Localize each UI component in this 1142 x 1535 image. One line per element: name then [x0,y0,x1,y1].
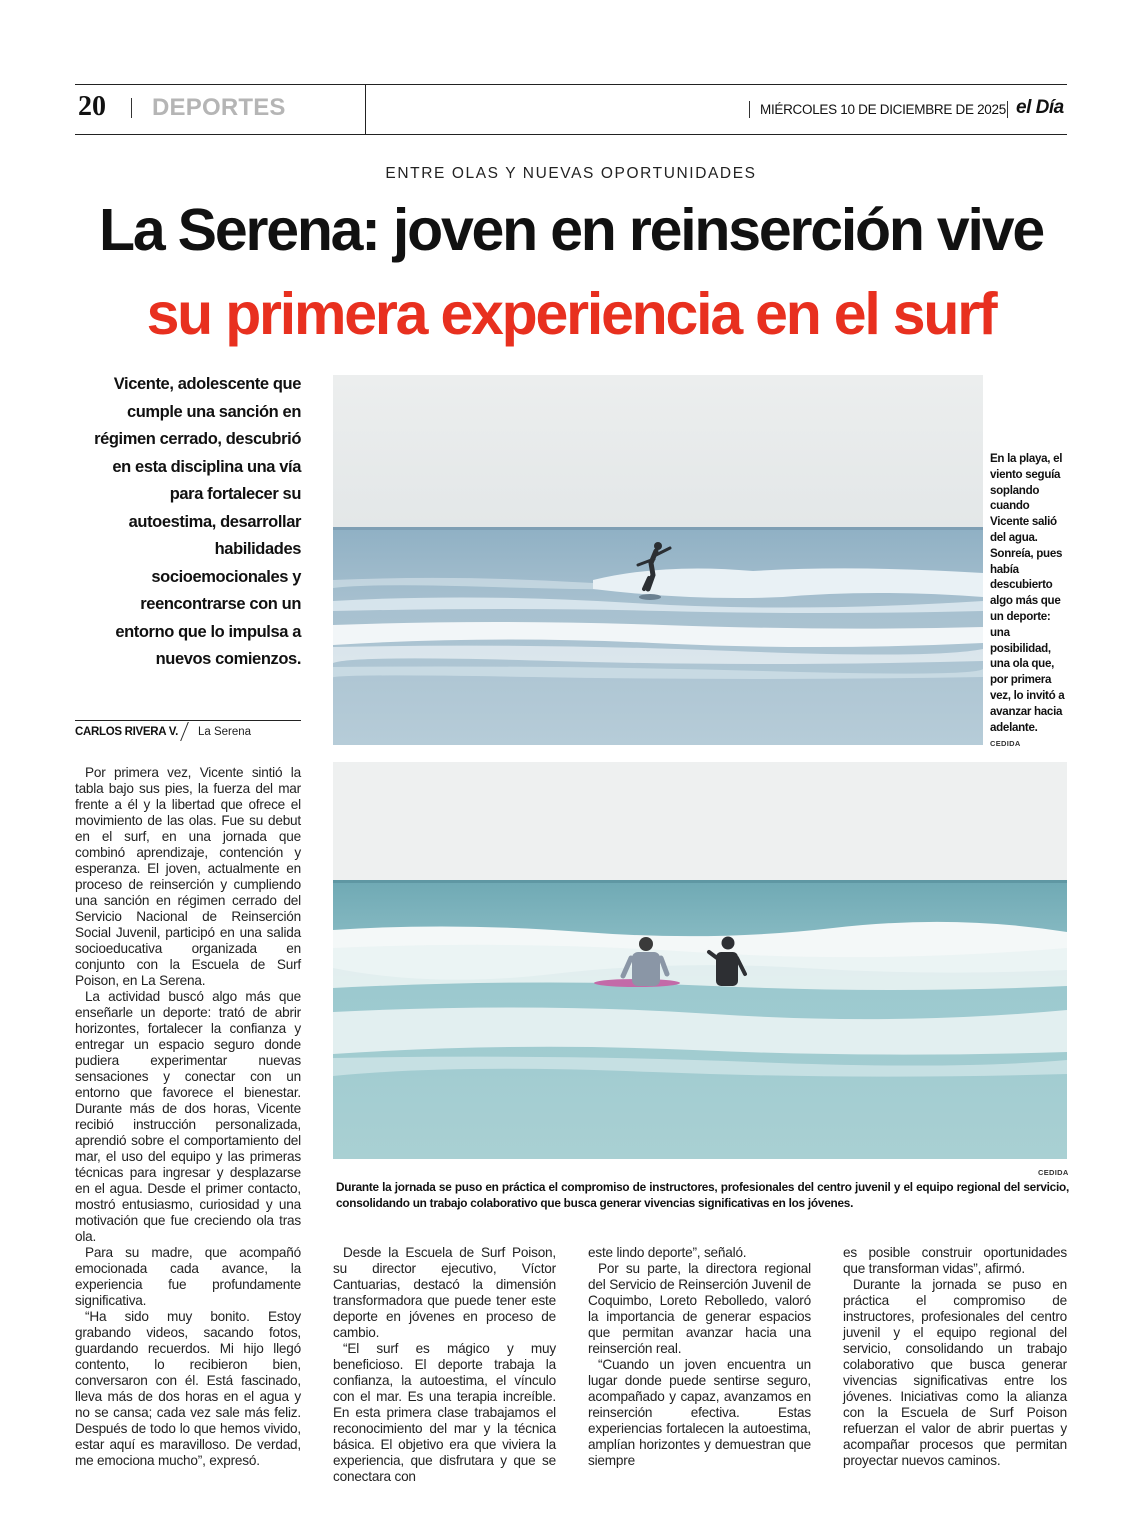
byline-slash [180,722,189,741]
photo-1-credit: CEDIDA [990,739,1021,748]
paragraph: Por su parte, la directora regional del Servicio de Reinserción Juvenil de Coquimbo, Loreto Rebolledo, valoró la importancia de generar espacios que permitan avanzar hacia una reinserción real. [588,1261,811,1356]
issue-date: MIÉRCOLES 10 DE DICIEMBRE DE 2025 [760,102,1006,117]
paragraph: “Ha sido muy bonito. Estoy grabando videos, sacando fotos, guardando recuerdos. Mi hijo llegó contento, lo recibieron bien, conversaron con él. Está fascinado, lleva más de dos horas en el agua y no se cansa; cada vez sale más feliz. Después de todo lo que hemos vivido, estar aquí es maravilloso. De verdad, me emociona mucho”, expresó. [75,1309,301,1468]
header-divider [131,98,132,118]
byline-rule [75,720,301,721]
surf-photo-2 [333,762,1067,1159]
surf-photo-1 [333,375,983,745]
paragraph-continuation: es posible construir oportunidades que transforman vidas”, afirmó. [843,1245,1067,1276]
header-top-rule [75,84,1067,85]
body-column-2 [333,1245,556,1485]
header-separator [365,84,366,134]
paragraph-continuation: este lindo deporte”, señaló. [588,1245,747,1260]
byline-author: CARLOS RIVERA V. [75,726,178,738]
byline-location: La Serena [198,726,252,738]
header-bottom-rule [75,134,1067,135]
paragraph: Desde la Escuela de Surf Poison, su director ejecutivo, Víctor Cantuarias, destacó la dimensión transformadora que puede tener este deporte en jóvenes en proceso de cambio. [333,1245,556,1340]
header-divider [1007,101,1008,118]
header-divider [749,101,750,118]
body-column-4 [843,1245,1067,1469]
body-column-3 [588,1245,811,1469]
paragraph: “El surf es mágico y muy beneficioso. El deporte trabaja la confianza, la autoestima, el vínculo con el mar. Es una terapia increíble. En esta primera clase trabajamos el reconocimiento del mar y la técnica básica. El objetivo era que viviera la experiencia, que disfrutara y que se conectara con [333,1341,556,1484]
paragraph: Para su madre, que acompañó emocionada cada avance, la experiencia fue profundamente significativa. [75,1245,301,1308]
photo-2-credit: CEDIDA [1038,1168,1069,1177]
headline-line-2: su primera experiencia en el surf [146,281,996,347]
paragraph: Por primera vez, Vicente sintió la tabla bajo sus pies, la fuerza del mar frente a él y la libertad que ofrece el movimiento de las olas. Fue su debut en el surf, en una jornada que combinó aprendizaje, contención y esperanza. El joven, actualmente en proceso de reinserción y cumpliendo una sanción en régimen cerrado del Servicio Nacional de Reinserción Social Juvenil, participó en una salida socioeducativa organizada en conjunto con la Escuela de Surf Poison, en La Serena. [75,765,301,988]
paragraph: “Cuando un joven encuentra un lugar donde puede sentirse seguro, acompañado y capaz, avanzamos en reinserción efectiva. Estas experiencias fortalecen la autoestima, amplían horizontes y demuestran que siempre [588,1357,811,1468]
body-column-1 [75,765,301,1469]
headline-line-1: La Serena: joven en reinserción vive [99,197,1043,263]
paragraph: Durante la jornada se puso en práctica el compromiso de instructores, profesionales del centro juvenil y el equipo regional del servicio, consolidando un trabajo colaborativo que busca generar vivencias significativas entre los jóvenes. Iniciativas como la alianza con la Escuela de Surf Poison refuerzan el valor de abrir puertas y acompañar procesos que permitan proyectar nuevos caminos. [843,1277,1067,1468]
paragraph: La actividad buscó algo más que enseñarle un deporte: trató de abrir horizontes, fortalecer la confianza y entregar un espacio seguro donde pudiera experimentar nuevas sensaciones y conectar con un entorno que favorece el bienestar. Durante más de dos horas, Vicente recibió instrucción personalizada, aprendió sobre el comportamiento del mar, el uso del equipo y las primeras técnicas para ingresar y desplazarse en el agua. Desde el primer contacto, mostró entusiasmo, curiosidad y una motivación que fue creciendo ola tras ola. [75,989,301,1244]
photo-1-caption: En la playa, el viento seguía soplando cuando Vicente salió del agua. Sonreía, pues había descubierto algo más que un deporte: una posibilidad, una ola que, por primera vez, lo invitó a avanzar hacia adelante. [990,452,1065,734]
newspaper-logo: el Día [1016,97,1064,118]
section-label: DEPORTES [152,94,286,121]
lead-paragraph: Vicente, adolescente que cumple una sanción en régimen cerrado, descubrió en esta disciplina una vía para fortalecer su autoestima, desarrollar habilidades socioemocionales y reencontrarse con un entorno que lo impulsa a nuevos comienzos. [94,375,301,668]
kicker: ENTRE OLAS Y NUEVAS OPORTUNIDADES [385,165,757,182]
photo-2-caption: Durante la jornada se puso en práctica el compromiso de instructores, profesionales del centro juvenil y el equipo regional del servicio, consolidando un trabajo colaborativo que busca generar vivencias significativas en los jóvenes. [336,1180,1069,1210]
page-number: 20 [78,91,106,122]
